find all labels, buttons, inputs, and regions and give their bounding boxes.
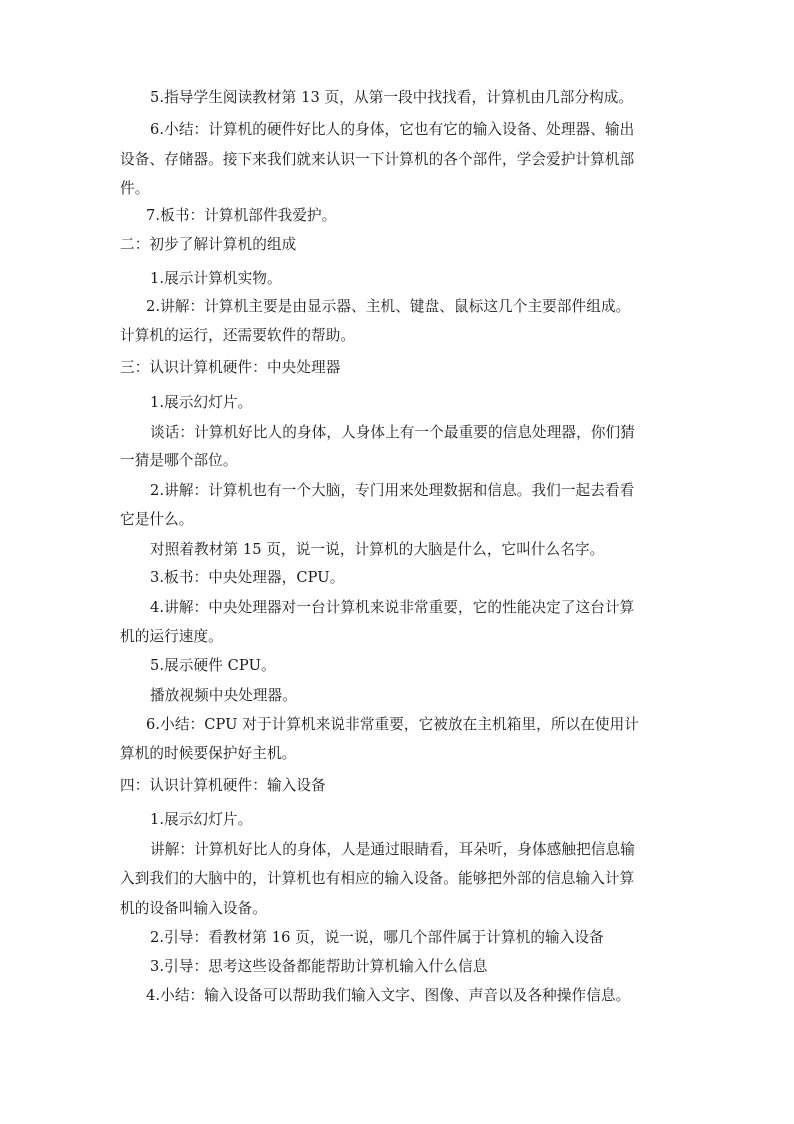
text-line: 播放视频中央处理器。: [150, 687, 297, 704]
section-heading: 二：初步了解计算机的组成: [120, 236, 297, 253]
text-line: 3.引导：思考这些设备都能帮助计算机输入什么信息: [150, 958, 488, 975]
text-line: 1.展示计算机实物。: [150, 270, 282, 287]
text-line: 2.讲解：计算机主要是由显示器、主机、键盘、鼠标这几个主要部件组成。: [146, 298, 631, 315]
text-line: 一猜是哪个部位。: [120, 452, 238, 469]
text-line: 2.引导：看教材第 16 页，说一说，哪几个部件属于计算机的输入设备: [150, 929, 604, 946]
text-line: 4.小结：输入设备可以帮助我们输入文字、图像、声音以及各种操作信息。: [146, 987, 631, 1004]
text-line: 对照着教材第 15 页，说一说，计算机的大脑是什么，它叫什么名字。: [150, 541, 605, 558]
text-line: 7.板书：计算机部件我爱护。: [146, 207, 337, 224]
text-line: 谈话：计算机好比人的身体，人身体上有一个最重要的信息处理器，你们猜: [150, 424, 635, 441]
text-line: 5.指导学生阅读教材第 13 页，从第一段中找找看，计算机由几部分构成。: [150, 89, 634, 106]
text-line: 2.讲解：计算机也有一个大脑，专门用来处理数据和信息。我们一起去看看: [150, 482, 635, 499]
text-line: 入到我们的大脑中的，计算机也有相应的输入设备。能够把外部的信息输入计算: [120, 870, 635, 887]
section-heading: 三：认识计算机硬件：中央处理器: [120, 359, 341, 376]
text-line: 6.小结：计算机的硬件好比人的身体，它也有它的输入设备、处理器、输出: [150, 121, 635, 138]
text-line: 机的设备叫输入设备。: [120, 900, 267, 917]
text-line: 讲解：计算机好比人的身体，人是通过眼睛看，耳朵听，身体感触把信息输: [150, 841, 635, 858]
text-line: 6.小结：CPU 对于计算机来说非常重要，它被放在主机箱里，所以在使用计: [146, 716, 640, 733]
text-line: 件。: [120, 180, 150, 197]
text-line: 算机的时候要保护好主机。: [120, 745, 297, 762]
text-line: 4.讲解：中央处理器对一台计算机来说非常重要，它的性能决定了这台计算: [150, 599, 635, 616]
text-line: 计算机的运行，还需要软件的帮助。: [120, 327, 356, 344]
text-line: 它是什么。: [120, 511, 194, 528]
section-heading: 四：认识计算机硬件：输入设备: [120, 777, 326, 794]
text-line: 机的运行速度。: [120, 628, 223, 645]
text-line: 1.展示幻灯片。: [150, 811, 253, 828]
text-line: 1.展示幻灯片。: [150, 394, 253, 411]
text-line: 设备、存储器。接下来我们就来认识一下计算机的各个部件，学会爱护计算机部: [120, 151, 635, 168]
text-line: 3.板书：中央处理器，CPU。: [150, 569, 345, 586]
text-line: 5.展示硬件 CPU。: [150, 657, 276, 674]
